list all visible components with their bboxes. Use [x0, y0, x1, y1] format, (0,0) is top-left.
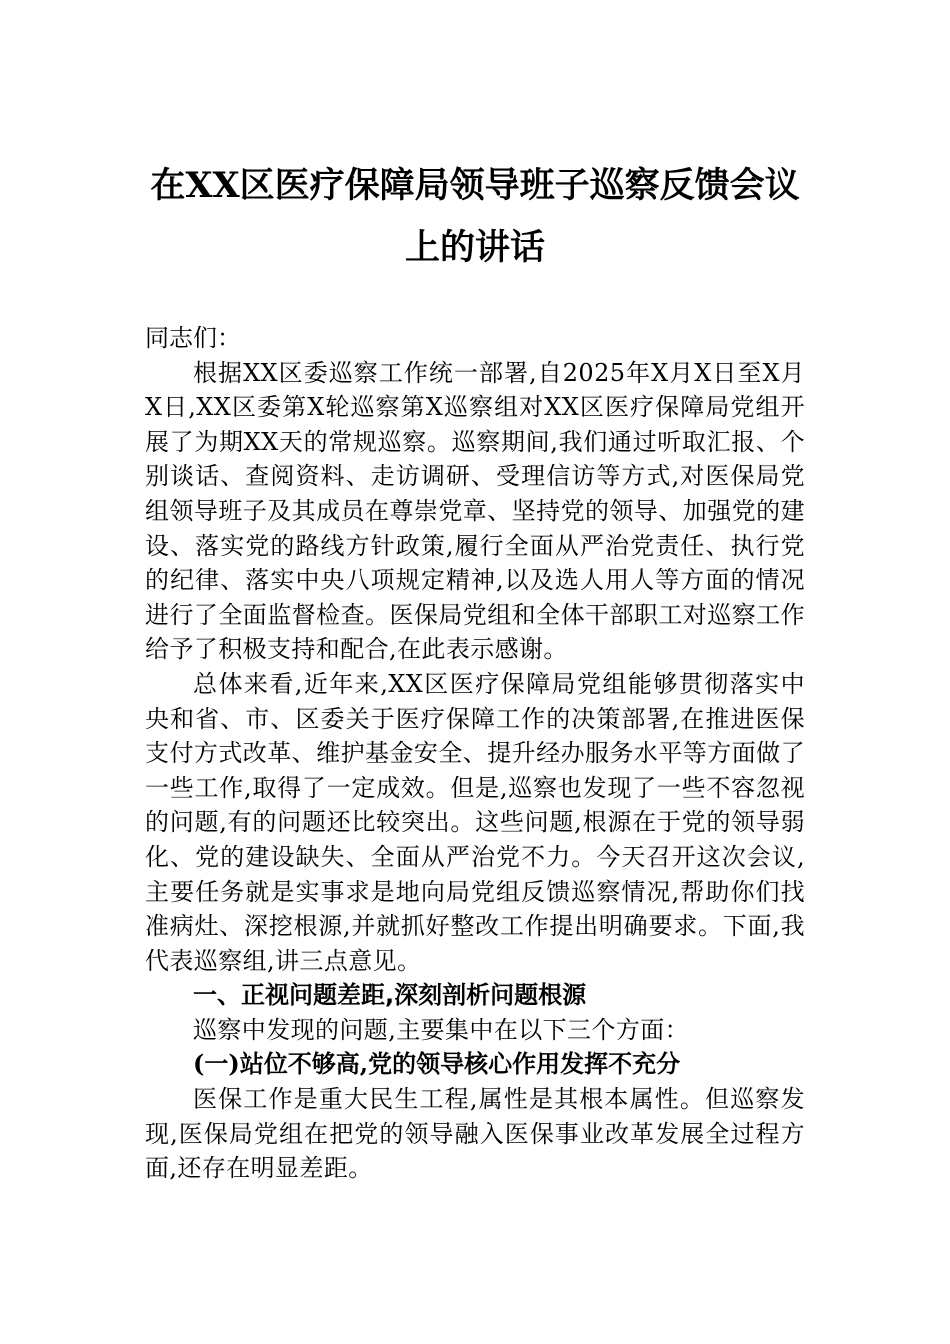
subsection-paragraph: 医保工作是重大民生工程,属性是其根本属性。但巡察发现,医保局党组在把党的领导融入医保事业改革发展全过程方面,还存在明显差距。 — [145, 1085, 805, 1183]
salutation: 同志们： — [145, 324, 241, 352]
subsection-heading-1: (一)站位不够高,党的领导核心作用发挥不充分 — [193, 1049, 681, 1079]
document-body — [145, 155, 805, 1186]
title-spacer — [145, 279, 805, 321]
paragraph-deployment: 根据XX区委巡察工作统一部署,自2025年X月X日至X月X日,XX区委第X轮巡察第X巡察组对XX区医疗保障局党组开展了为期XX天的常规巡察。巡察期间,我们通过听取汇报、个别谈话、查阅资料、走访调研、受理信访等方式,对医保局党组领导班子及其成员在尊崇党章、坚持党的领导、加强党的建设、落实党的路线方针政策,履行全面从严治党责任、执行党的纪律、落实中央八项规定精神,以及选人用人等方面的情况进行了全面监督检查。医保局党组和全体干部职工对巡察工作给予了积极支持和配合,在此表示感谢。 — [145, 358, 805, 664]
section-intro: 巡察中发现的问题,主要集中在以下三个方面： — [193, 1015, 690, 1044]
paragraph-overview: 总体来看,近年来,XX区医疗保障局党组能够贯彻落实中央和省、市、区委关于医疗保障工作的决策部署,在推进医保支付方式改革、维护基金安全、提升经办服务水平等方面做了一些工作,取得了一定成效。但是,巡察也发现了一些不容忽视的问题,有的问题还比较突出。这些问题,根源在于党的领导弱化、党的建设缺失、全面从严治党不力。今天召开这次会议,主要任务就是实事求是地向局党组反馈巡察情况,帮助你们找准病灶、深挖根源,并就抓好整改工作提出明确要求。下面,我代表巡察组,讲三点意见。 — [145, 669, 805, 975]
document-title: 在XX区医疗保障局领导班子巡察反馈会议上的讲话 — [150, 165, 800, 268]
section-heading-1: 一、正视问题差距,深刻剖析问题根源 — [193, 981, 587, 1010]
